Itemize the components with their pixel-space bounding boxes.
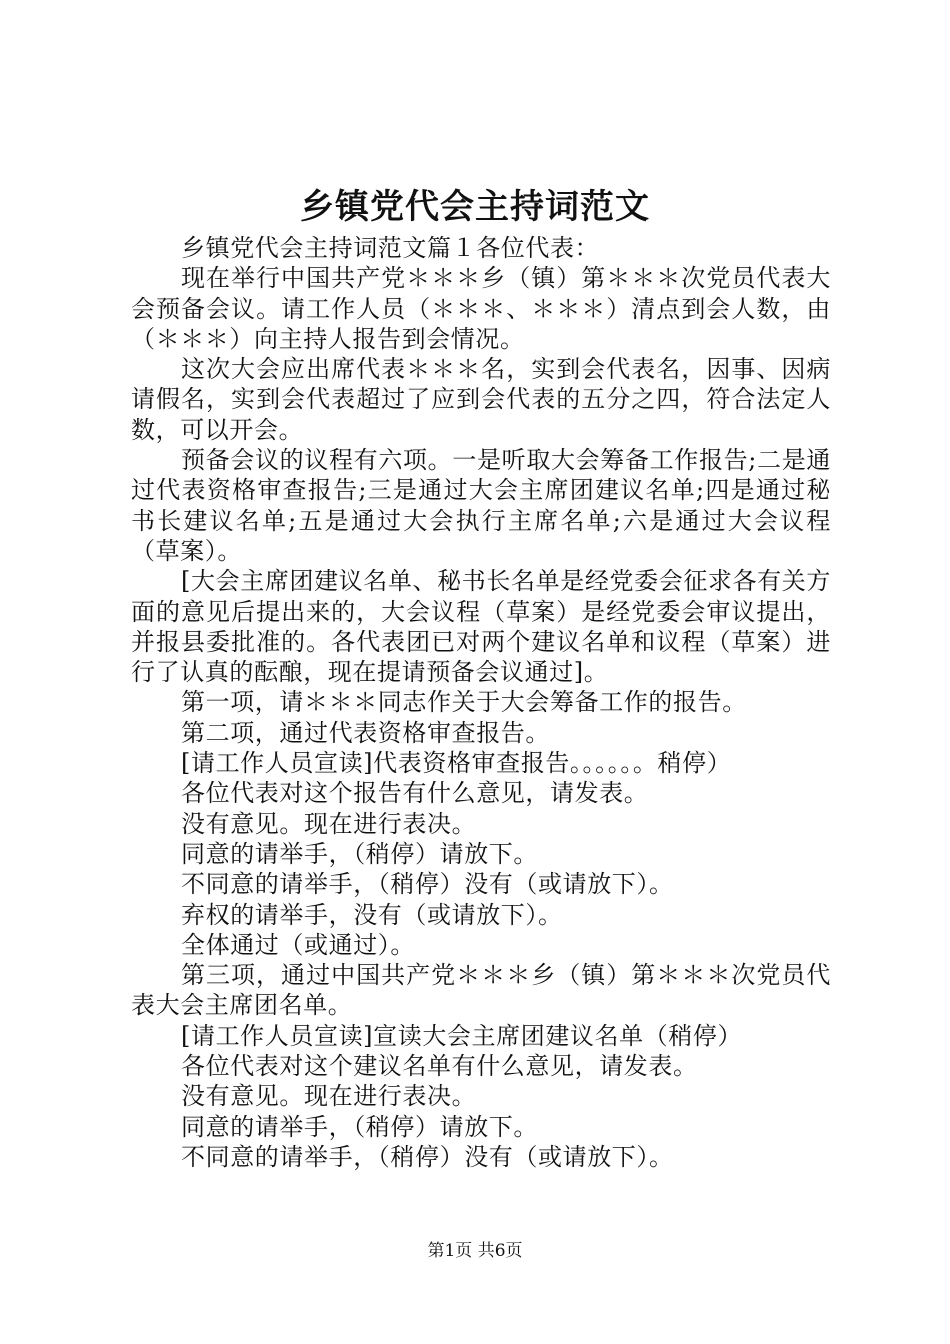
paragraph-item-1: 第一项，请＊＊＊同志作关于大会筹备工作的报告。 bbox=[181, 688, 747, 717]
paragraph-attendance: 这次大会应出席代表＊＊＊名，实到会代表名，因事、因病请假名，实到会代表超过了应到会代表的五分之四，符合法定人数，可以开会。 bbox=[131, 355, 831, 444]
paragraph-vote: 没有意见。现在进行表决。 bbox=[181, 809, 477, 838]
page-footer: 第1页 共6页 bbox=[427, 1241, 523, 1261]
document-body bbox=[131, 233, 831, 1172]
document-title: 乡镇党代会主持词范文 bbox=[300, 187, 650, 227]
paragraph-disagree: 不同意的请举手，（稍停）没有（或请放下）。 bbox=[181, 870, 674, 899]
paragraph-abstain: 弃权的请举手，没有（或请放下）。 bbox=[181, 900, 563, 929]
paragraph-read-report: [请工作人员宣读]代表资格审查报告。。。。。。稍停） bbox=[181, 749, 732, 778]
paragraph-agree: 同意的请举手，（稍停）请放下。 bbox=[181, 839, 538, 868]
paragraph-item-3: 第三项，通过中国共产党＊＊＊乡（镇）第＊＊＊次党员代表大会主席团名单。 bbox=[131, 961, 831, 1020]
paragraph-note: [大会主席团建议名单、秘书长名单是经党委会征求各有关方面的意见后提出来的，大会议程（草案）是经党委会审议提出，并报县委批准的。各代表团已对两个建议名单和议程（草案）进行了认真的酝酿，现在提请预备会议通过]。 bbox=[131, 567, 831, 687]
paragraph-item-2: 第二项，通过代表资格审查报告。 bbox=[181, 718, 550, 747]
paragraph-agree-2: 同意的请举手，（稍停）请放下。 bbox=[181, 1112, 538, 1141]
paragraph-read-list: [请工作人员宣读]宣读大会主席团建议名单（稍停） bbox=[181, 1021, 743, 1050]
paragraph-vote-2: 没有意见。现在进行表决。 bbox=[181, 1082, 477, 1111]
paragraph-intro: 乡镇党代会主持词范文篇１各位代表： bbox=[181, 234, 600, 262]
paragraph-opening: 现在举行中国共产党＊＊＊乡（镇）第＊＊＊次党员代表大会预备会议。请工作人员（＊＊＊、＊＊＊）清点到会人数，由（＊＊＊）向主持人报告到会情况。 bbox=[131, 264, 831, 353]
paragraph-opinion: 各位代表对这个报告有什么意见，请发表。 bbox=[181, 779, 649, 808]
paragraph-agenda: 预备会议的议程有六项。一是听取大会筹备工作报告;二是通过代表资格审查报告;三是通过大会主席团建议名单;四是通过秘书长建议名单;五是通过大会执行主席名单;六是通过大会议程（草案）。 bbox=[131, 446, 831, 565]
paragraph-passed: 全体通过（或通过）。 bbox=[181, 930, 415, 959]
paragraph-disagree-2: 不同意的请举手，（稍停）没有（或请放下）。 bbox=[181, 1142, 674, 1171]
paragraph-opinion-2: 各位代表对这个建议名单有什么意见，请发表。 bbox=[181, 1052, 698, 1081]
